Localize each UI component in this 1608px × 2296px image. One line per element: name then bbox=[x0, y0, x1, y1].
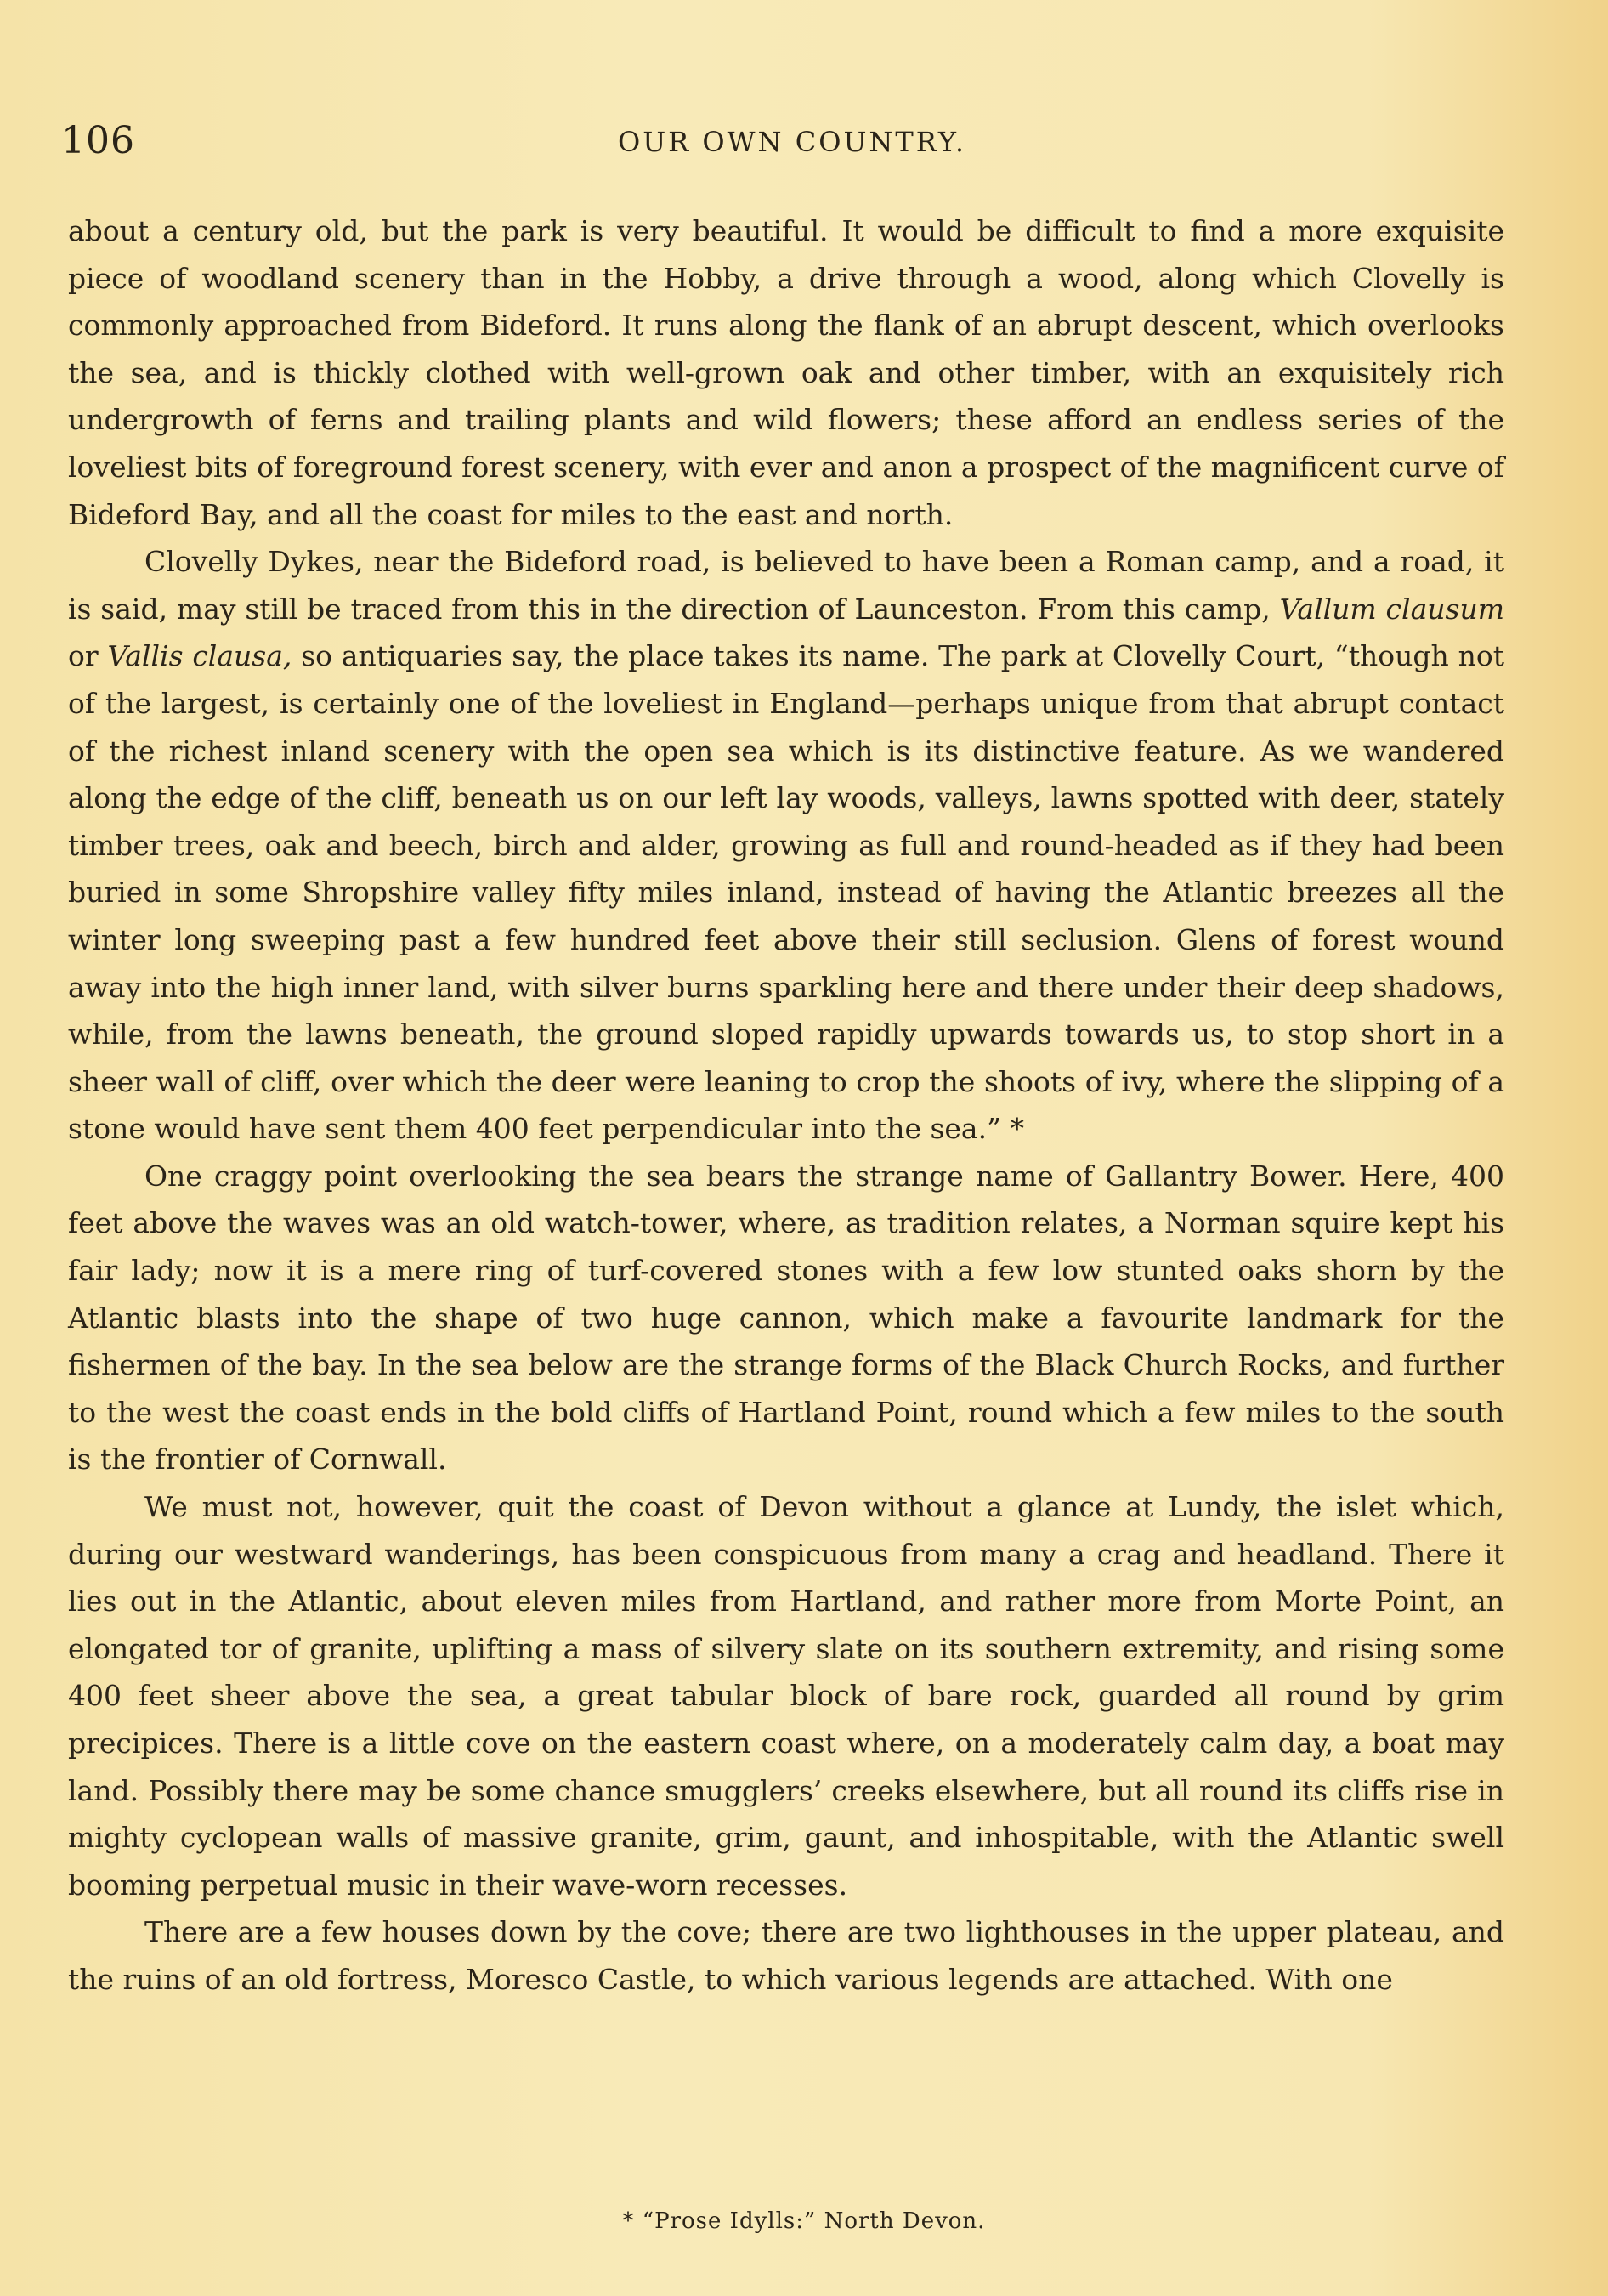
latin-term-1: Vallum clausum bbox=[1279, 592, 1504, 626]
paragraph-3: One craggy point overlooking the sea bears the strange name of Gallantry Bower. Here, 400 feet above the waves was an old watch-tower, where, as tradition relates, a Norman squire kept his fair lady; now it is a mere ring of turf-covered stones with a few low stunted oaks shorn by the Atlantic blasts into the shape of two huge cannon, which make a favourite landmark for the fishermen of the bay. In the sea below are the strange forms of the Black Church Rocks, and further to the west the coast ends in the bold cliffs of Hartland Point, round which a few miles to the south is the frontier of Cornwall. bbox=[68, 1159, 1504, 1477]
paragraph-4: We must not, however, quit the coast of Devon without a glance at Lundy, the islet which, during our westward wanderings, has been conspicuous from many a crag and headland. There it lies out in the Atlantic, about eleven miles from Hartland, and rather more from Morte Point, an elongated tor of granite, uplifting a mass of silvery slate on its southern extremity, and rising some 400 feet sheer above the sea, a great tabular block of bare rock, guarded all round by grim precipices. There is a little cove on the eastern coast where, on a moderately calm day, a boat may land. Possibly there may be some chance smugglers’ creeks elsewhere, but all round its cliffs rise in mighty cyclopean walls of massive granite, grim, gaunt, and inhospitable, with the Atlantic swell booming perpetual music in their wave-worn recesses. bbox=[68, 1490, 1504, 1902]
page-header bbox=[61, 119, 1523, 170]
body-text bbox=[68, 207, 1504, 2004]
paragraph-2: Clovelly Dykes, near the Bideford road, is believed to have been a Roman camp, and a road, it is said, may still be traced from this in the direction of Launceston. From this camp, Vallum clausum or Vallis clausa, so antiquaries say, the place takes its name. The park at Clovelly Court, “though not of the largest, is certainly one of the loveliest in England—perhaps unique from that abrupt contact of the richest inland scenery with the open sea which is its distinctive feature. As we wandered along the edge of the cliff, beneath us on our left lay woods, valleys, lawns spotted with deer, stately timber trees, oak and beech, birch and alder, growing as full and round-headed as if they had been buried in some Shropshire valley fifty miles inland, instead of having the Atlantic breezes all the winter long sweeping past a few hundred feet above their still seclusion. Glens of forest wound away into the high inner land, with silver burns sparkling here and there under their deep shadows, while, from the lawns beneath, the ground sloped rapidly upwards towards us, to stop short in a sheer wall of cliff, over which the deer were leaning to crop the shoots of ivy, where the slipping of a stone would have sent them 400 feet perpendicular into the sea.” * bbox=[68, 545, 1504, 1146]
page-number: 106 bbox=[61, 119, 135, 162]
paragraph-1: about a century old, but the park is very beautiful. It would be difficult to find a more exquisite piece of woodland scenery than in the Hobby, a drive through a wood, along which Clovelly is commonly approached from Bideford. It runs along the flank of an abrupt descent, which overlooks the sea, and is thickly clothed with well-grown oak and other timber, with an exquisitely rich undergrowth of ferns and trailing plants and wild flowers; these afford an endless series of the loveliest bits of foreground forest scenery, with ever and anon a prospect of the magnificent curve of Bideford Bay, and all the coast for miles to the east and north. bbox=[68, 214, 1504, 531]
footnote: * “Prose Idylls:” North Devon. bbox=[622, 2208, 986, 2234]
running-title: OUR OWN COUNTRY. bbox=[617, 126, 967, 158]
paragraph-5: There are a few houses down by the cove; there are two lighthouses in the upper plateau, and the ruins of an old fortress, Moresco Castle, to which various legends are attached. With one bbox=[68, 1915, 1504, 1996]
latin-term-2: Vallis clausa, bbox=[107, 639, 292, 673]
